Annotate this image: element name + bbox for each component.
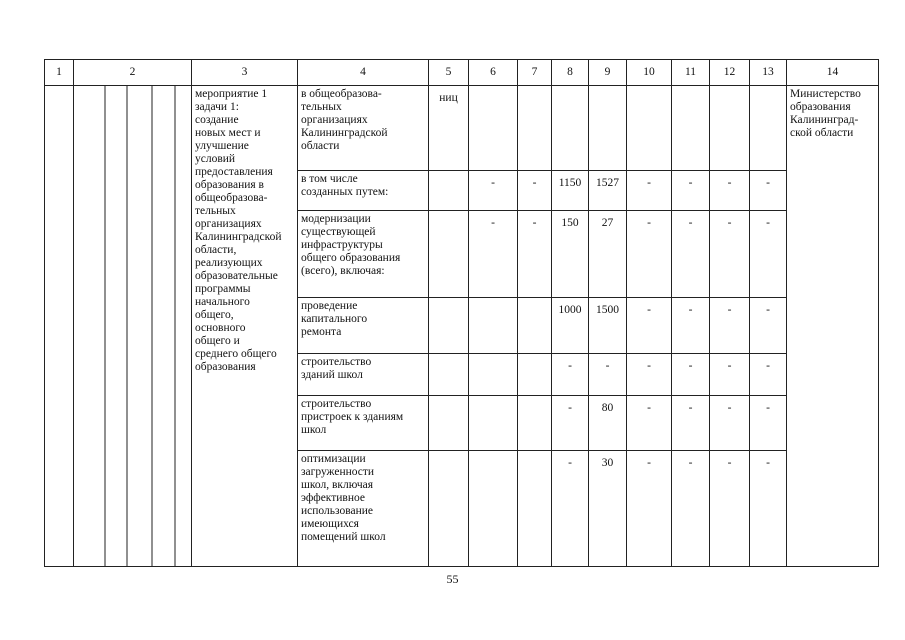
indicator-description: строительство пристроек к зданиям школ	[298, 395, 429, 450]
indicator-description: в том числе созданных путем:	[298, 171, 429, 211]
value-cell-c7	[518, 450, 552, 566]
header-cell: 13	[750, 60, 787, 86]
value-cell-c6: -	[469, 171, 518, 211]
value-cell-c6: -	[469, 211, 518, 298]
measure-cell: мероприятие 1 задачи 1: создание новых мест и улучшение условий предоставления образования в общеобразова- тельных организациях Калининградской области, реализующих образовательные программы начального общего, основного общего и среднего общего образования	[192, 86, 298, 567]
value-cell-c8: -	[552, 450, 589, 566]
indicator-description: оптимизации загруженности школ, включая эффективное использование имеющихся помещений школ	[298, 450, 429, 566]
value-cell-c5	[429, 395, 469, 450]
value-cell-c9: 1500	[589, 298, 627, 353]
value-cell-c10: -	[627, 211, 672, 298]
indicator-description: проведение капитального ремонта	[298, 298, 429, 353]
value-cell-c7	[518, 353, 552, 395]
value-cell-c10: -	[627, 171, 672, 211]
value-cell-c8: 1150	[552, 171, 589, 211]
value-cell-c9: 27	[589, 211, 627, 298]
value-cell-c11: -	[672, 211, 710, 298]
value-cell-c5	[429, 298, 469, 353]
value-cell-c8: 150	[552, 211, 589, 298]
value-cell-c10: -	[627, 353, 672, 395]
value-cell-c9	[589, 86, 627, 171]
header-cell: 7	[518, 60, 552, 86]
responsible-cell: Министерство образования Калининград- ской области	[787, 86, 879, 567]
value-cell-c13: -	[750, 211, 787, 298]
table-row	[45, 86, 879, 171]
value-cell-c11: -	[672, 353, 710, 395]
value-cell-c13: -	[750, 298, 787, 353]
header-cell: 3	[192, 60, 298, 86]
header-cell: 4	[298, 60, 429, 86]
value-cell-c10: -	[627, 450, 672, 566]
header-cell: 11	[672, 60, 710, 86]
value-cell-c11: -	[672, 450, 710, 566]
header-cell: 12	[710, 60, 750, 86]
value-cell-c6	[469, 86, 518, 171]
value-cell-c10: -	[627, 298, 672, 353]
value-cell-c9: 80	[589, 395, 627, 450]
header-cell: 2	[74, 60, 192, 86]
value-cell-c5: ниц	[429, 86, 469, 171]
header-cell: 1	[45, 60, 74, 86]
header-cell: 6	[469, 60, 518, 86]
col2-cell	[74, 86, 192, 567]
col2-subdividers	[74, 86, 192, 566]
value-cell-c6	[469, 450, 518, 566]
value-cell-c9: 30	[589, 450, 627, 566]
value-cell-c12	[710, 86, 750, 171]
value-cell-c13	[750, 86, 787, 171]
header-cell: 14	[787, 60, 879, 86]
value-cell-c8: -	[552, 395, 589, 450]
value-cell-c7: -	[518, 171, 552, 211]
program-table	[44, 59, 879, 567]
header-cell: 9	[589, 60, 627, 86]
value-cell-c7	[518, 395, 552, 450]
value-cell-c10: -	[627, 395, 672, 450]
value-cell-c7	[518, 86, 552, 171]
value-cell-c6	[469, 298, 518, 353]
value-cell-c12: -	[710, 171, 750, 211]
header-cell: 8	[552, 60, 589, 86]
header-row	[45, 60, 879, 86]
value-cell-c9: 1527	[589, 171, 627, 211]
value-cell-c12: -	[710, 211, 750, 298]
value-cell-c13: -	[750, 171, 787, 211]
col1-cell	[45, 86, 74, 567]
value-cell-c12: -	[710, 395, 750, 450]
value-cell-c12: -	[710, 353, 750, 395]
value-cell-c11	[672, 86, 710, 171]
value-cell-c5	[429, 450, 469, 566]
value-cell-c12: -	[710, 298, 750, 353]
value-cell-c8: 1000	[552, 298, 589, 353]
indicator-description: строительство зданий школ	[298, 353, 429, 395]
value-cell-c7	[518, 298, 552, 353]
value-cell-c8	[552, 86, 589, 171]
value-cell-c13: -	[750, 395, 787, 450]
value-cell-c11: -	[672, 298, 710, 353]
value-cell-c8: -	[552, 353, 589, 395]
value-cell-c12: -	[710, 450, 750, 566]
page-number: 55	[446, 572, 459, 586]
value-cell-c9: -	[589, 353, 627, 395]
indicator-description: в общеобразова- тельных организациях Калининградской области	[298, 86, 429, 171]
value-cell-c13: -	[750, 450, 787, 566]
header-cell: 5	[429, 60, 469, 86]
value-cell-c6	[469, 395, 518, 450]
value-cell-c10	[627, 86, 672, 171]
value-cell-c13: -	[750, 353, 787, 395]
value-cell-c7: -	[518, 211, 552, 298]
value-cell-c5	[429, 171, 469, 211]
header-cell: 10	[627, 60, 672, 86]
value-cell-c6	[469, 353, 518, 395]
indicator-description: модернизации существующей инфраструктуры общего образования (всего), включая:	[298, 211, 429, 298]
value-cell-c11: -	[672, 395, 710, 450]
value-cell-c11: -	[672, 171, 710, 211]
value-cell-c5	[429, 353, 469, 395]
value-cell-c5	[429, 211, 469, 298]
